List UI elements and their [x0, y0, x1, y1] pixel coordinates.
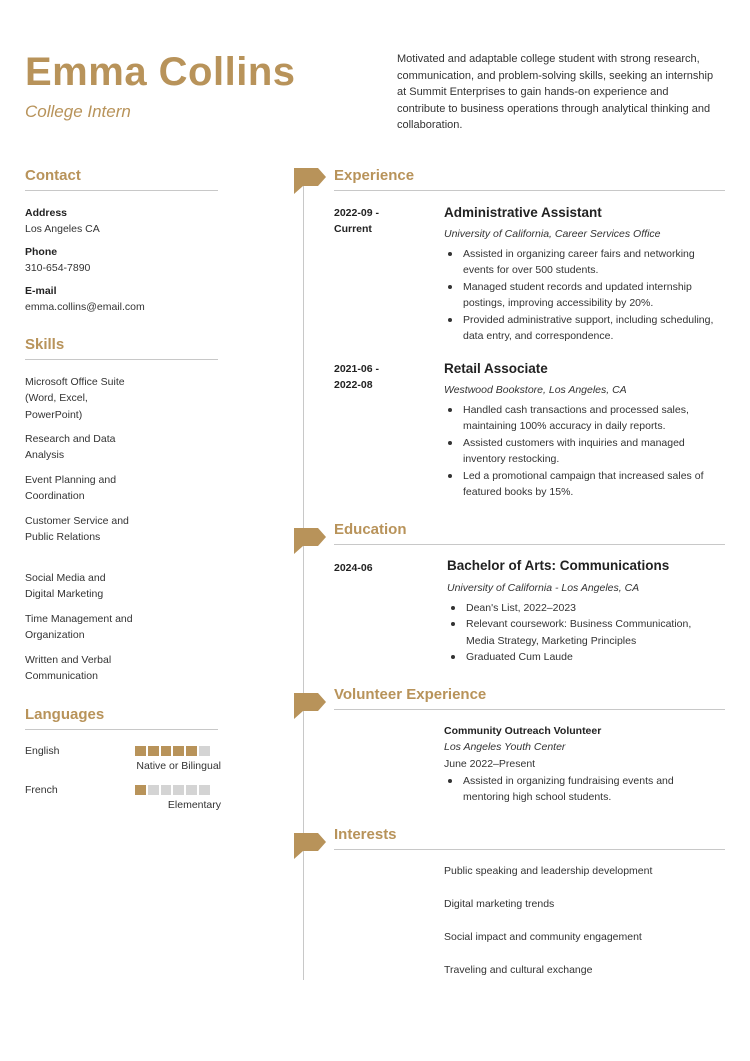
rating-square-empty: [148, 785, 159, 795]
job-role: Administrative Assistant: [444, 205, 602, 220]
phone-value: 310-654-7890: [25, 262, 91, 274]
skill-item: Written and Verbal Communication: [25, 654, 112, 683]
volunteer-heading: Volunteer Experience: [334, 686, 487, 703]
interests-divider: [334, 849, 725, 850]
list-item: Assisted customers with inquiries and managed inventory restocking.: [445, 435, 727, 468]
skill-item: Social Media and Digital Marketing: [25, 572, 106, 601]
contact-heading: Contact: [25, 167, 81, 184]
list-item: Assisted in organizing career fairs and networking events for over 500 students.: [445, 246, 727, 279]
job-role: Retail Associate: [444, 361, 548, 376]
rating-square-filled: [135, 785, 146, 795]
section-flag-icon: [294, 693, 326, 719]
list-item: Assisted in organizing fundraising events and mentoring high school students.: [445, 773, 717, 806]
job-org: Westwood Bookstore, Los Angeles, CA: [444, 384, 627, 396]
summary-text: Motivated and adaptable college student with strong research, communication, and problem-solving skills, seeking an internship at Summit Enterprises to gain hands-on experience and contribute to business operations through analytical thinking and collaboration.: [397, 53, 714, 131]
languages-heading: Languages: [25, 706, 105, 723]
volunteer-divider: [334, 709, 725, 710]
rating-square-empty: [199, 746, 210, 756]
language-level: Native or Bilingual: [136, 760, 221, 772]
experience-heading: Experience: [334, 167, 415, 184]
list-item: Provided administrative support, including scheduling, data entry, and correspondence.: [445, 312, 727, 345]
interests-heading: Interests: [334, 826, 397, 843]
list-item: Relevant coursework: Business Communication, Media Strategy, Marketing Principles: [448, 616, 720, 649]
rating-square-filled: [186, 746, 197, 756]
experience-divider: [334, 190, 725, 191]
timeline-line: [303, 176, 304, 980]
skill-item: Event Planning and Coordination: [25, 474, 117, 503]
list-item: Handled cash transactions and processed sales, maintaining 100% accuracy in daily reports.: [445, 402, 727, 435]
interest-item: Digital marketing trends: [444, 898, 555, 910]
skill-item: Time Management and Organization: [25, 613, 133, 642]
list-item: Managed student records and updated internship postings, improving accessibility by 20%.: [445, 279, 727, 312]
list-item: Led a promotional campaign that increased sales of featured books by 15%.: [445, 468, 727, 501]
education-divider: [334, 544, 725, 545]
section-flag-icon: [294, 168, 326, 194]
interest-item: Social impact and community engagement: [444, 931, 642, 943]
contact-divider: [25, 190, 218, 191]
language-name: French: [25, 784, 58, 796]
skill-item: Research and Data Analysis: [25, 433, 116, 462]
skill-item: Microsoft Office Suite (Word, Excel, PowerPoint): [25, 376, 125, 421]
section-flag-icon: [294, 528, 326, 554]
email-value: emma.collins@email.com: [25, 301, 145, 313]
rating-square-empty: [161, 785, 172, 795]
job-bullets: [445, 402, 727, 500]
education-heading: Education: [334, 521, 407, 538]
list-item: Graduated Cum Laude: [448, 649, 720, 665]
skills-heading: Skills: [25, 336, 65, 353]
phone-label: Phone: [25, 246, 58, 258]
languages-divider: [25, 729, 218, 730]
volunteer-role: Community Outreach Volunteer: [444, 725, 602, 737]
section-flag-icon: [294, 833, 326, 859]
volunteer-org: Los Angeles Youth Center: [444, 741, 566, 753]
volunteer-bullets: [445, 773, 717, 806]
language-rating: [135, 785, 210, 795]
skill-item: Customer Service and Public Relations: [25, 515, 129, 544]
school-name: University of California - Los Angeles, CA: [447, 582, 640, 594]
job-org: University of California, Career Services Office: [444, 228, 661, 240]
skills-divider: [25, 359, 218, 360]
interest-item: Traveling and cultural exchange: [444, 964, 593, 976]
rating-square-filled: [173, 746, 184, 756]
interest-item: Public speaking and leadership development: [444, 865, 653, 877]
list-item: Dean's List, 2022–2023: [448, 600, 720, 616]
address-label: Address: [25, 207, 68, 219]
job-date: 2022-09 - Current: [334, 207, 379, 236]
job-date: 2021-06 - 2022-08: [334, 363, 379, 392]
job-title: College Intern: [25, 102, 131, 121]
rating-square-empty: [186, 785, 197, 795]
language-rating: [135, 746, 210, 756]
education-date: 2024-06: [334, 562, 373, 574]
volunteer-dates: June 2022–Present: [444, 758, 536, 770]
rating-square-filled: [135, 746, 146, 756]
address-value: Los Angeles CA: [25, 223, 100, 235]
email-label: E-mail: [25, 285, 57, 297]
education-bullets: [448, 600, 720, 666]
degree-title: Bachelor of Arts: Communications: [447, 558, 670, 573]
rating-square-empty: [199, 785, 210, 795]
language-name: English: [25, 745, 60, 757]
rating-square-filled: [148, 746, 159, 756]
language-level: Elementary: [167, 799, 221, 811]
job-bullets: [445, 246, 727, 344]
candidate-name: Emma Collins: [25, 50, 296, 94]
rating-square-filled: [161, 746, 172, 756]
rating-square-empty: [173, 785, 184, 795]
